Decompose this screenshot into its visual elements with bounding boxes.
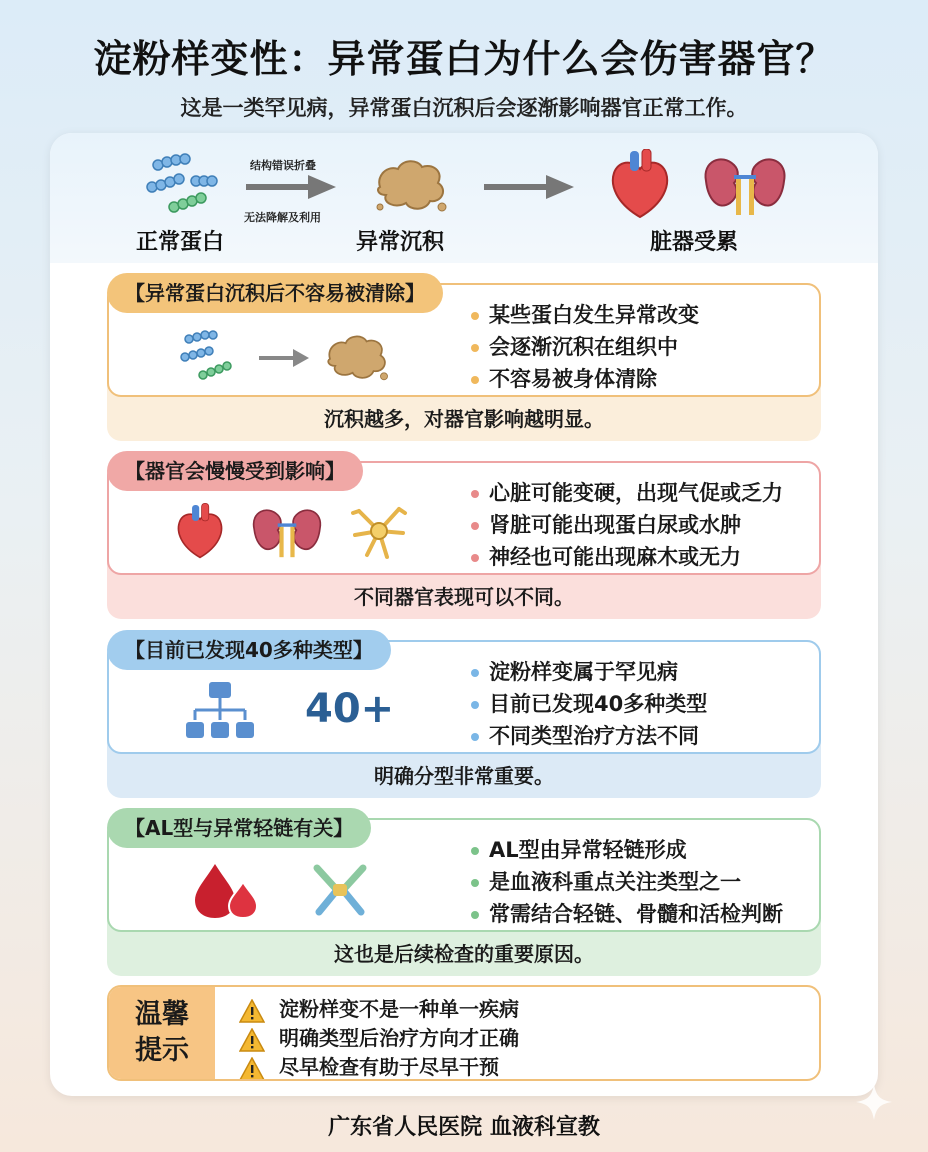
tip-item: 淀粉样变不是一种单一疾病: [239, 993, 519, 1023]
deposit-clump-icon: [323, 331, 391, 385]
bullet-list: [469, 299, 819, 395]
flow-step-normal-protein: 正常蛋白: [136, 230, 225, 255]
section-organs: [107, 461, 821, 619]
bullet-item: 神经也可能出现麻木或无力: [469, 541, 819, 573]
section-tag: 【器官会慢慢受到影响】: [107, 451, 363, 491]
arrow-right-icon: [259, 349, 309, 367]
heart-icon: [173, 501, 227, 563]
section-footer: 不同器官表现可以不同。: [354, 585, 574, 609]
type-count-number: 40+: [305, 686, 395, 732]
tips-label-line1: 温馨: [135, 999, 189, 1030]
bullet-item: 心脏可能变硬，出现气促或乏力: [469, 477, 819, 509]
hierarchy-icon: [185, 680, 255, 742]
main-card: [50, 133, 878, 1096]
bullet-list: [469, 656, 819, 752]
warning-icon: [239, 999, 265, 1023]
bullet-item: 淀粉样变属于罕见病: [469, 656, 819, 688]
kidneys-icon: [249, 503, 325, 559]
normal-protein-icon: [179, 329, 241, 385]
deposit-clump-icon: [372, 155, 450, 217]
section-footer: 沉积越多，对器官影响越明显。: [324, 407, 604, 431]
section-deposit: [107, 283, 821, 441]
flow-step-abnormal-deposit: 异常沉积: [356, 230, 445, 255]
bullet-list: [469, 834, 819, 930]
neuron-icon: [349, 501, 409, 561]
section-tag: 【目前已发现40多种类型】: [107, 630, 391, 670]
warning-icon: [239, 1028, 265, 1052]
bullet-item: 常需结合轻链、骨髓和活检判断: [469, 898, 819, 930]
section-tag: 【异常蛋白沉积后不容易被清除】: [107, 273, 443, 313]
heart-icon: [606, 149, 674, 221]
tips-label-line2: 提示: [135, 1035, 189, 1066]
bullet-item: 肾脏可能出现蛋白尿或水肿: [469, 509, 819, 541]
light-chain-icon: [309, 860, 371, 920]
bullet-list: [469, 477, 819, 573]
bullet-item: 是血液科重点关注类型之一: [469, 866, 819, 898]
section-footer: 这也是后续检查的重要原因。: [334, 942, 594, 966]
arrow-note-misfolding: 结构错误折叠: [250, 159, 316, 172]
page-title: 淀粉样变性：异常蛋白为什么会伤害器官？: [93, 37, 835, 81]
process-flow: [50, 133, 878, 263]
bullet-item: 目前已发现40多种类型: [469, 688, 819, 720]
footer-credit: 广东省人民医院 血液科宣教: [328, 1115, 600, 1140]
bullet-item: 不同类型治疗方法不同: [469, 720, 819, 752]
page-subtitle: 这是一类罕见病，异常蛋白沉积后会逐渐影响器官正常工作。: [180, 96, 748, 120]
section-types: [107, 640, 821, 798]
tip-item: 明确类型后治疗方向才正确: [239, 1022, 519, 1052]
section-al-type: [107, 818, 821, 976]
tips-box: [107, 985, 821, 1081]
arrow-note-cannot-degrade: 无法降解及利用: [244, 211, 321, 224]
kidneys-icon: [700, 151, 790, 217]
arrow-right-icon: [484, 175, 574, 199]
tip-item: 尽早检查有助于尽早干预: [239, 1051, 499, 1081]
warning-icon: [239, 1057, 265, 1081]
section-tag: 【AL型与异常轻链有关】: [107, 808, 371, 848]
bullet-item: 会逐渐沉积在组织中: [469, 331, 819, 363]
arrow-right-icon: [246, 175, 336, 199]
bullet-item: AL型由异常轻链形成: [469, 834, 819, 866]
normal-protein-icon: [146, 151, 226, 221]
blood-drops-icon: [191, 860, 261, 920]
bullet-item: 不容易被身体清除: [469, 363, 819, 395]
tips-label: [109, 987, 215, 1079]
bullet-item: 某些蛋白发生异常改变: [469, 299, 819, 331]
flow-step-organ-damage: 脏器受累: [650, 230, 739, 255]
section-footer: 明确分型非常重要。: [374, 764, 554, 788]
